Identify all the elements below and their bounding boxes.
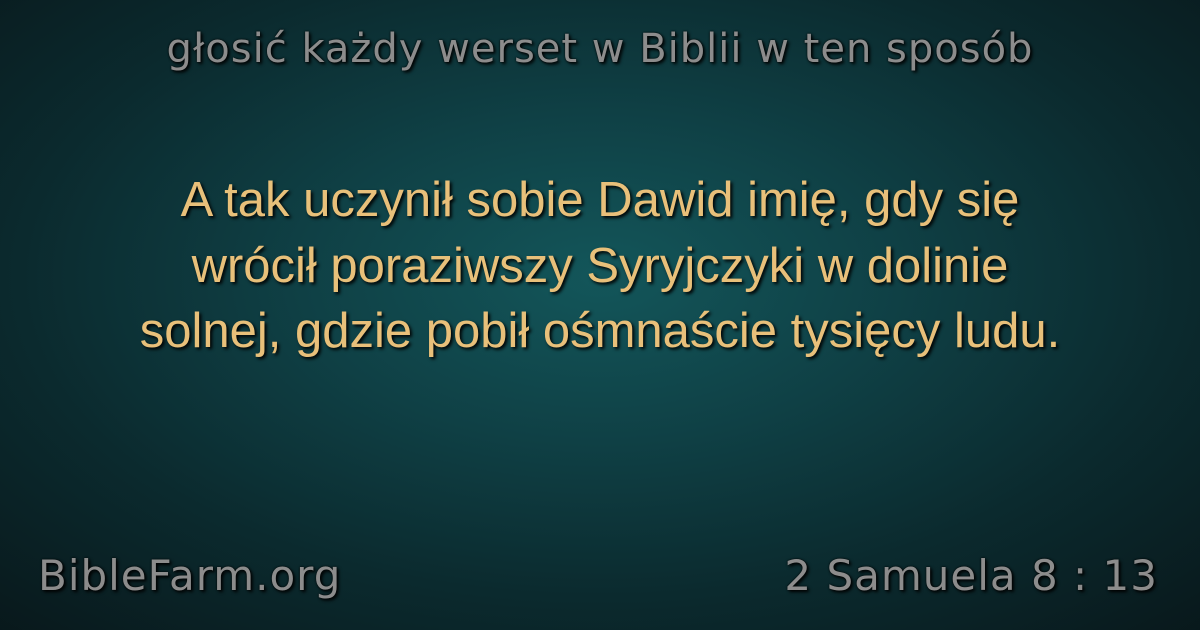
verse-reference: 2 Samuela 8 : 13 [784, 551, 1158, 600]
verse-line: wrócił poraziwszy Syryjczyki w dolinie [191, 238, 1009, 293]
site-name: BibleFarm.org [38, 551, 342, 600]
verse-line: A tak uczynił sobie Dawid imię, gdy się [180, 173, 1020, 227]
verse-text [50, 168, 1150, 365]
tagline: głosić każdy werset w Biblii w ten sposób [166, 26, 1034, 72]
verse-line: solnej, gdzie pobił ośmnaście tysięcy ludu. [139, 304, 1061, 359]
